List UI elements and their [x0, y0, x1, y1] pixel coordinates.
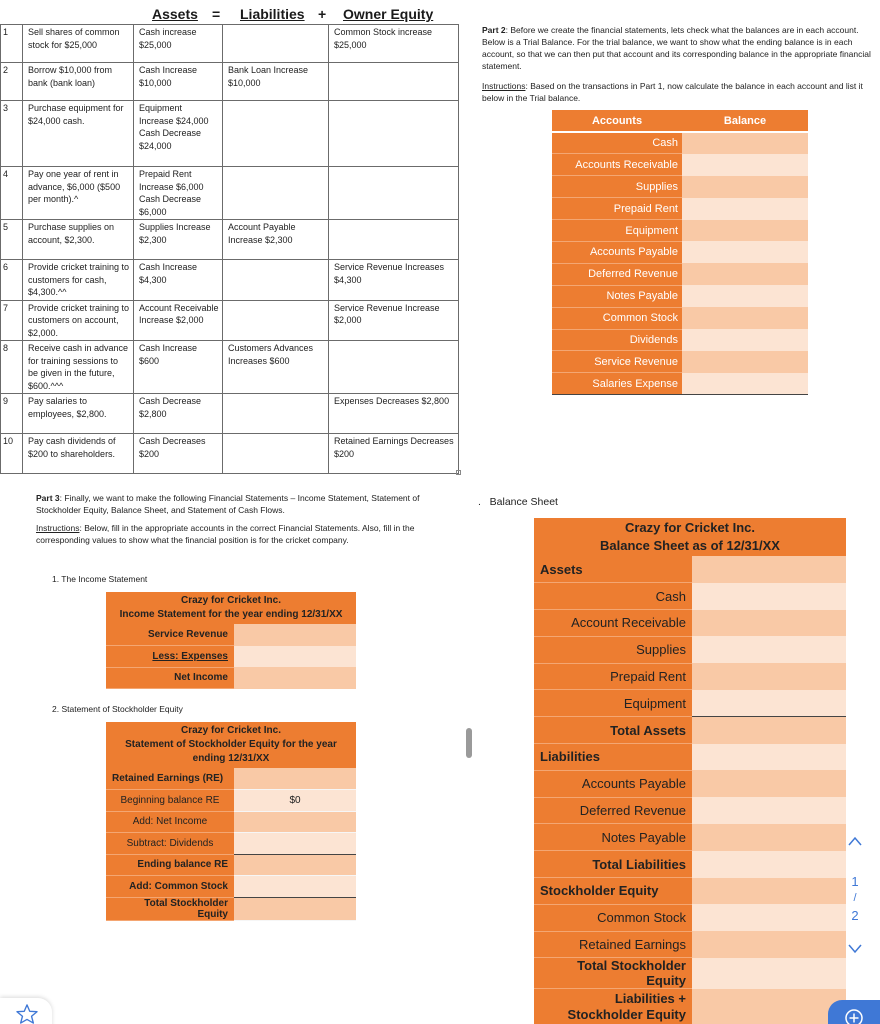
row-label: Accounts Payable — [534, 770, 692, 797]
table-row — [552, 351, 808, 373]
table-row — [552, 154, 808, 176]
txn-equity: Service Revenue Increases $4,300 — [329, 260, 459, 301]
part3-instructions — [36, 522, 436, 546]
value-input[interactable] — [234, 854, 356, 876]
table-row — [1, 220, 459, 260]
row-label: Retained Earnings — [534, 931, 692, 958]
row-label: Total Stockholder Equity — [534, 958, 692, 989]
txn-assets: Cash increase $25,000 — [134, 25, 223, 63]
txn-liabilities — [223, 167, 329, 220]
txn-equity — [329, 220, 459, 260]
table-row — [1, 25, 459, 63]
company-name: Crazy for Cricket Inc. — [624, 520, 756, 535]
value-input[interactable] — [692, 824, 846, 851]
page-down-button[interactable] — [840, 942, 870, 957]
account-name: Accounts Payable — [552, 241, 682, 263]
row-label: Less: Expenses — [106, 646, 234, 668]
txn-description: Purchase equipment for $24,000 cash. — [23, 101, 134, 167]
account-name: Service Revenue — [552, 351, 682, 373]
balance-input[interactable] — [682, 220, 808, 242]
balance-input[interactable] — [682, 307, 808, 329]
txn-liabilities: Account Payable Increase $2,300 — [223, 220, 329, 260]
value-cell: $0 — [234, 790, 356, 812]
value-input[interactable] — [234, 624, 356, 646]
table-row — [1, 260, 459, 301]
value-input[interactable] — [234, 897, 356, 920]
part2-instructions-body: : Based on the transactions in Part 1, now calculate the balance in each account and list it below in the Trial balance. — [482, 81, 863, 103]
txn-number: 5 — [1, 220, 23, 260]
part2-instructions — [482, 80, 874, 104]
favorite-button[interactable] — [0, 998, 52, 1024]
txn-liabilities: Bank Loan Increase $10,000 — [223, 63, 329, 101]
txn-number: 9 — [1, 394, 23, 434]
row-label: Common Stock — [534, 904, 692, 931]
txn-number: 7 — [1, 300, 23, 341]
table-row — [106, 854, 356, 876]
table-row — [534, 851, 846, 878]
row-label: Add: Common Stock — [106, 876, 234, 898]
company-name: Crazy for Cricket Inc. — [180, 725, 282, 736]
page-separator: / — [853, 892, 857, 904]
table-row — [534, 583, 846, 610]
account-name: Prepaid Rent — [552, 198, 682, 220]
row-label: Add: Net Income — [106, 811, 234, 833]
value-cell — [692, 878, 846, 905]
table-row — [106, 876, 356, 898]
table-row — [534, 556, 846, 583]
table-row — [106, 811, 356, 833]
page-navigator — [840, 834, 870, 964]
section-label: Assets — [534, 556, 692, 583]
page-current: 1 — [851, 874, 859, 889]
table-header-row — [106, 592, 356, 624]
balance-input[interactable] — [682, 373, 808, 395]
scroll-handle[interactable] — [466, 728, 472, 758]
table-row — [106, 790, 356, 812]
txn-description: Purchase supplies on account, $2,300. — [23, 220, 134, 260]
txn-equity: Service Revenue Increase $2,000 — [329, 300, 459, 341]
row-label: Account Receivable — [534, 610, 692, 637]
txn-assets: Equipment Increase $24,000 Cash Decrease $24,000 — [134, 101, 223, 167]
statement-title: Balance Sheet as of 12/31/XX — [600, 538, 780, 553]
part2-body: : Before we create the financial statements, lets check what the balances are in each account. Below is a Trial Balance. For the trial balance, we want to show what the ending balance is in each account, so that we can then put that account and its corresponding balance in the appropriate financial statement. — [482, 25, 871, 71]
txn-equity — [329, 341, 459, 394]
txn-description: Pay cash dividends of $200 to shareholders. — [23, 434, 134, 474]
equals-sign: = — [212, 6, 221, 22]
account-name: Cash — [552, 132, 682, 154]
value-input[interactable] — [692, 583, 846, 610]
row-label: Deferred Revenue — [534, 797, 692, 824]
statement-title: Income Statement for the year ending 12/31/XX — [119, 609, 343, 620]
table-row — [534, 610, 846, 637]
table-row — [534, 904, 846, 931]
row-label: Supplies — [534, 636, 692, 663]
income-statement-title — [106, 592, 356, 624]
col-balance: Balance — [682, 110, 808, 132]
table-row — [552, 285, 808, 307]
table-row — [1, 167, 459, 220]
table-row — [534, 958, 846, 989]
value-input[interactable] — [234, 667, 356, 689]
txn-number: 8 — [1, 341, 23, 394]
value-input[interactable] — [692, 851, 846, 878]
value-input[interactable] — [692, 610, 846, 637]
part2-label: Part 2 — [482, 25, 506, 35]
liabilities-heading: Liabilities — [240, 6, 305, 22]
row-label: Prepaid Rent — [534, 663, 692, 690]
balance-sheet-heading-text: Balance Sheet — [489, 496, 558, 508]
chevron-down-icon — [848, 944, 862, 954]
value-input[interactable] — [234, 833, 356, 855]
equity-statement-table — [106, 722, 356, 921]
table-row — [534, 824, 846, 851]
table-row — [534, 744, 846, 771]
table-row — [1, 394, 459, 434]
table-row — [1, 300, 459, 341]
txn-description: Receive cash in advance for training sessions to be given in the future, $600.^^^ — [23, 341, 134, 394]
account-name: Deferred Revenue — [552, 263, 682, 285]
row-label: Liabilities + Stockholder Equity — [534, 989, 692, 1024]
value-input[interactable] — [692, 636, 846, 663]
table-header-row — [552, 110, 808, 132]
txn-liabilities — [223, 25, 329, 63]
row-label: Subtract: Dividends — [106, 833, 234, 855]
part2-instructions-label: Instructions — [482, 81, 526, 91]
row-label: Total Liabilities — [534, 851, 692, 878]
account-name: Salaries Expense — [552, 373, 682, 395]
txn-equity — [329, 63, 459, 101]
value-input[interactable] — [234, 768, 356, 790]
balance-input[interactable] — [682, 198, 808, 220]
balance-input[interactable] — [682, 263, 808, 285]
income-statement-heading: 1. The Income Statement — [52, 574, 148, 584]
txn-equity: Expenses Decreases $2,800 — [329, 394, 459, 434]
row-label: Total Assets — [534, 717, 692, 744]
value-input[interactable] — [234, 876, 356, 898]
txn-assets: Cash Decrease $2,800 — [134, 394, 223, 434]
value-cell — [692, 556, 846, 583]
table-row — [552, 132, 808, 154]
table-row — [552, 176, 808, 198]
txn-equity: Common Stock increase $25,000 — [329, 25, 459, 63]
part3-label: Part 3 — [36, 493, 60, 503]
table-row — [106, 646, 356, 668]
balance-input[interactable] — [682, 241, 808, 263]
star-icon — [16, 1004, 38, 1024]
txn-number: 10 — [1, 434, 23, 474]
page-up-button[interactable] — [840, 834, 870, 849]
txn-number: 6 — [1, 260, 23, 301]
table-row — [552, 198, 808, 220]
txn-assets: Cash Increase $4,300 — [134, 260, 223, 301]
balance-sheet-title — [534, 518, 846, 556]
value-input[interactable] — [692, 797, 846, 824]
part3-instructions-label: Instructions — [36, 523, 80, 533]
txn-number: 2 — [1, 63, 23, 101]
balance-input[interactable] — [682, 132, 808, 154]
assets-heading: Assets — [152, 6, 198, 22]
table-row — [106, 667, 356, 689]
table-row — [534, 989, 846, 1024]
table-row — [552, 263, 808, 285]
txn-description: Sell shares of common stock for $25,000 — [23, 25, 134, 63]
account-name: Equipment — [552, 220, 682, 242]
txn-equity: Retained Earnings Decreases $200 — [329, 434, 459, 474]
balance-input[interactable] — [682, 351, 808, 373]
txn-description: Provide cricket training to customers for cash, $4,300.^^ — [23, 260, 134, 301]
row-label: Cash — [534, 583, 692, 610]
table-row — [534, 770, 846, 797]
value-input[interactable] — [692, 717, 846, 744]
value-input[interactable] — [692, 770, 846, 797]
row-label: Retained Earnings (RE) — [106, 768, 234, 790]
table-row — [552, 220, 808, 242]
section-label: Stockholder Equity — [534, 878, 692, 905]
value-input[interactable] — [692, 904, 846, 931]
txn-number: 4 — [1, 167, 23, 220]
part3-paragraph — [36, 492, 436, 516]
txn-number: 3 — [1, 101, 23, 167]
balance-sheet-table — [534, 518, 846, 1024]
balance-input[interactable] — [682, 176, 808, 198]
table-row — [106, 897, 356, 920]
txn-liabilities — [223, 101, 329, 167]
company-name: Crazy for Cricket Inc. — [180, 595, 282, 606]
value-input[interactable] — [692, 958, 846, 989]
txn-assets: Supplies Increase $2,300 — [134, 220, 223, 260]
txn-number: 1 — [1, 25, 23, 63]
table-header-row — [106, 722, 356, 768]
table-row — [534, 663, 846, 690]
txn-liabilities — [223, 260, 329, 301]
account-name: Notes Payable — [552, 285, 682, 307]
row-label: Service Revenue — [106, 624, 234, 646]
txn-liabilities — [223, 434, 329, 474]
txn-liabilities — [223, 300, 329, 341]
table-row — [534, 878, 846, 905]
account-name: Accounts Receivable — [552, 154, 682, 176]
txn-assets: Account Receivable Increase $2,000 — [134, 300, 223, 341]
table-row — [534, 636, 846, 663]
col-accounts: Accounts — [552, 110, 682, 132]
table-row — [552, 307, 808, 329]
balance-sheet-heading: . Balance Sheet — [478, 496, 558, 508]
chevron-up-icon — [848, 836, 862, 846]
balance-input[interactable] — [682, 154, 808, 176]
income-statement-table — [106, 592, 356, 689]
part3-instructions-body: : Below, fill in the appropriate accounts in the correct Financial Statements. Also, fill in the corresponding values to show what the financial position is for the cricket company. — [36, 523, 415, 545]
table-row — [106, 768, 356, 790]
transactions-table — [0, 24, 459, 474]
value-input[interactable] — [692, 989, 846, 1024]
row-label: Beginning balance RE — [106, 790, 234, 812]
value-input[interactable] — [692, 931, 846, 958]
balance-input[interactable] — [682, 285, 808, 307]
plus-sign: + — [318, 6, 327, 22]
table-row — [552, 241, 808, 263]
page-total: 2 — [851, 908, 859, 923]
section-label: Liabilities — [534, 744, 692, 771]
txn-assets: Prepaid Rent Increase $6,000 Cash Decrease $6,000 — [134, 167, 223, 220]
balance-input[interactable] — [682, 329, 808, 351]
txn-description: Pay one year of rent in advance, $6,000 ($500 per month).^ — [23, 167, 134, 220]
txn-assets: Cash Increase $10,000 — [134, 63, 223, 101]
table-row — [1, 101, 459, 167]
account-name: Common Stock — [552, 307, 682, 329]
trial-balance-table — [552, 110, 808, 395]
value-input[interactable] — [692, 690, 846, 717]
txn-assets: Cash Increase $600 — [134, 341, 223, 394]
table-row — [106, 624, 356, 646]
account-name: Dividends — [552, 329, 682, 351]
txn-description: Pay salaries to employees, $2,800. — [23, 394, 134, 434]
table-row — [106, 833, 356, 855]
plus-circle-icon — [844, 1008, 864, 1024]
row-label: Net Income — [106, 667, 234, 689]
txn-equity — [329, 167, 459, 220]
txn-description: Provide cricket training to customers on account, $2,000. — [23, 300, 134, 341]
table-row — [1, 63, 459, 101]
table-row — [1, 341, 459, 394]
txn-description: Borrow $10,000 from bank (bank loan) — [23, 63, 134, 101]
table-row — [534, 717, 846, 744]
equity-statement-title — [106, 722, 356, 768]
table-row — [552, 329, 808, 351]
table-header-row — [534, 518, 846, 556]
equity-statement-heading: 2. Statement of Stockholder Equity — [52, 704, 183, 714]
part3-body: : Finally, we want to make the following Financial Statements – Income Statement, Statement of Stockholder Equity, Balance Sheet, and Statement of Cash Flows. — [36, 493, 420, 515]
statement-title: Statement of Stockholder Equity for the year ending 12/31/XX — [125, 739, 337, 764]
table-row — [534, 690, 846, 717]
txn-liabilities: Customers Advances Increases $600 — [223, 341, 329, 394]
table-row — [552, 373, 808, 395]
table-row — [534, 797, 846, 824]
txn-equity — [329, 101, 459, 167]
row-label: Notes Payable — [534, 824, 692, 851]
row-label: Total Stockholder Equity — [106, 897, 234, 920]
txn-assets: Cash Decreases $200 — [134, 434, 223, 474]
value-input[interactable] — [234, 811, 356, 833]
row-label: Ending balance RE — [106, 854, 234, 876]
value-cell — [692, 744, 846, 771]
table-row — [534, 931, 846, 958]
part2-paragraph — [482, 24, 878, 72]
account-name: Supplies — [552, 176, 682, 198]
owner-equity-heading: Owner Equity — [343, 6, 434, 22]
row-label: Equipment — [534, 690, 692, 717]
table-row — [1, 434, 459, 474]
table-resize-handle[interactable] — [456, 470, 461, 475]
value-input[interactable] — [692, 663, 846, 690]
accounting-equation-header — [0, 6, 460, 22]
txn-liabilities — [223, 394, 329, 434]
value-input[interactable] — [234, 646, 356, 668]
add-button[interactable] — [828, 1000, 880, 1024]
